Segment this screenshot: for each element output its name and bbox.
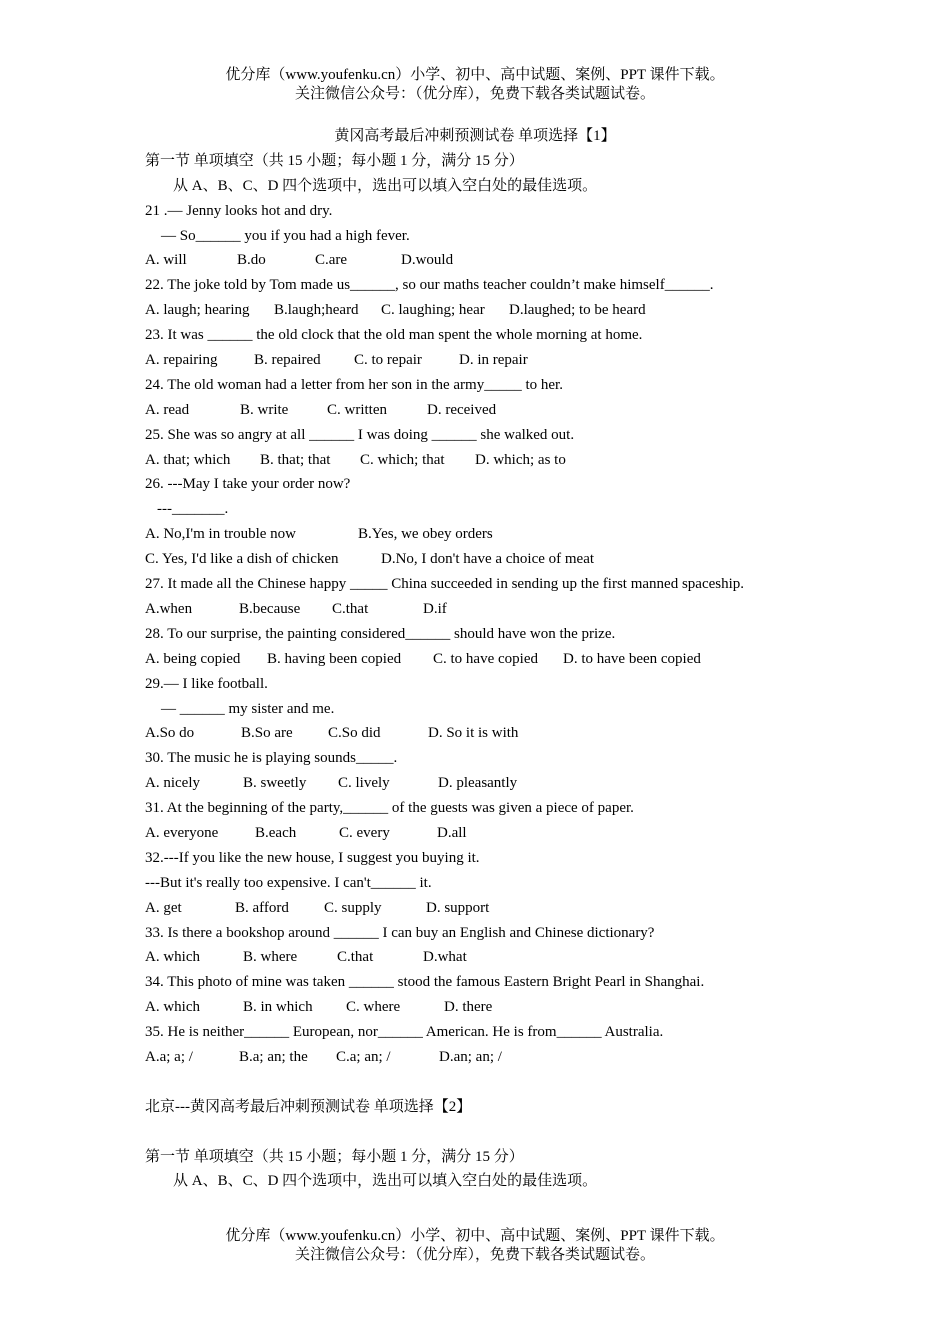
option-a: A. that; which — [145, 451, 231, 468]
option-a: A. No,I'm in trouble now — [145, 526, 297, 543]
page-footer — [0, 1227, 950, 1265]
question-35-stem: 35. He is neither______ European, nor______ American. He is from______ Australia. — [145, 1024, 664, 1041]
option-c: C.So did — [328, 725, 381, 742]
option-a: A.a; a; / — [145, 1048, 193, 1065]
option-b: B. afford — [235, 899, 289, 916]
question-25-options — [145, 448, 805, 473]
option-a: A. repairing — [145, 352, 218, 369]
question-25-stem: 25. She was so angry at all ______ I was doing ______ she walked out. — [145, 426, 575, 443]
option-d: D. pleasantly — [438, 775, 518, 792]
spacer — [145, 1120, 805, 1145]
option-a: A. which — [145, 949, 200, 966]
option-a: A. get — [145, 899, 182, 916]
option-c: C. every — [339, 824, 390, 841]
option-d: D. there — [444, 999, 493, 1016]
question-32-options — [145, 896, 805, 921]
option-b: B. that; that — [260, 451, 331, 468]
option-d: D. which; as to — [475, 451, 566, 468]
option-d: D.all — [437, 824, 467, 841]
option-c: C. to have copied — [433, 650, 538, 667]
question-27-options — [145, 597, 805, 622]
question-29-stem: 29.— I like football. — [145, 675, 268, 692]
option-b: B.each — [255, 824, 297, 841]
option-d: D. So it is with — [428, 725, 519, 742]
question-27-stem: 27. It made all the Chinese happy _____ China succeeded in sending up the first manned spaceship. — [145, 576, 745, 593]
option-a: A.So do — [145, 725, 195, 742]
question-28-stem: 28. To our surprise, the painting considered______ should have won the prize. — [145, 625, 616, 642]
option-a: A. everyone — [145, 824, 219, 841]
option-d: D.No, I don't have a choice of meat — [381, 551, 595, 568]
option-d: D. to have been copied — [563, 650, 701, 667]
option-a: A. being copied — [145, 650, 241, 667]
option-d: D. support — [426, 899, 490, 916]
option-c: C. Yes, I'd like a dish of chicken — [145, 551, 339, 568]
option-c: C. where — [346, 999, 401, 1016]
section-heading-1: 第一节 单项填空（共 15 小题；每小题 1 分，满分 15 分） — [145, 152, 524, 169]
option-c: C.are — [315, 252, 348, 269]
option-c: C. which; that — [360, 451, 445, 468]
option-b: B.a; an; the — [239, 1048, 308, 1065]
question-31-options — [145, 821, 805, 846]
question-24-stem: 24. The old woman had a letter from her son in the army_____ to her. — [145, 376, 563, 393]
option-c: C. supply — [324, 899, 382, 916]
question-33-stem: 33. Is there a bookshop around ______ I can buy an English and Chinese dictionary? — [145, 924, 655, 941]
option-a: A. which — [145, 999, 200, 1016]
option-d: D.would — [401, 252, 454, 269]
question-26-options-ab — [145, 522, 805, 547]
question-29-reply: — ______ my sister and me. — [161, 700, 335, 717]
header-line-2: 关注微信公众号：（优分库），免费下载各类试题试卷。 — [294, 86, 655, 102]
question-32-stem: 32.---If you like the new house, I suggest you buying it. — [145, 849, 480, 866]
question-21-reply: — So______ you if you had a high fever. — [161, 227, 410, 244]
option-d: D.if — [423, 600, 447, 617]
spacer — [145, 1070, 805, 1095]
header-line-1: 优分库（www.youfenku.cn）小学、初中、高中试题、案例、PPT 课件下载。 — [225, 67, 725, 83]
question-32-reply: ---But it's really too expensive. I can't______ it. — [145, 874, 432, 891]
option-a: A. nicely — [145, 775, 200, 792]
question-22-options — [145, 298, 805, 323]
exam-title-1: 黄冈高考最后冲刺预测试卷 单项选择【1】 — [334, 128, 616, 144]
option-c: C.a; an; / — [336, 1048, 391, 1065]
option-b: B.laugh;heard — [274, 302, 359, 319]
option-b: B.Yes, we obey orders — [358, 526, 493, 543]
exam-title-2: 北京---黄冈高考最后冲刺预测试卷 单项选择【2】 — [145, 1098, 472, 1115]
option-a: A. laugh; hearing — [145, 302, 250, 319]
option-c: C. lively — [338, 775, 390, 792]
option-c: C. to repair — [354, 352, 422, 369]
question-34-stem: 34. This photo of mine was taken ______ stood the famous Eastern Bright Pearl in Shanghai. — [145, 974, 705, 991]
option-b: B. sweetly — [243, 775, 307, 792]
question-21-options — [145, 248, 805, 273]
question-26-options-cd — [145, 547, 805, 572]
option-d: D. in repair — [459, 352, 528, 369]
question-31-stem: 31. At the beginning of the party,______ of the guests was given a piece of paper. — [145, 800, 634, 817]
option-b: B.So are — [241, 725, 293, 742]
option-c: C.that — [332, 600, 369, 617]
question-30-stem: 30. The music he is playing sounds_____. — [145, 750, 398, 767]
question-26-stem: 26. ---May I take your order now? — [145, 476, 351, 493]
question-29-options — [145, 721, 805, 746]
option-b: B. where — [243, 949, 298, 966]
section-heading-2: 第一节 单项填空（共 15 小题；每小题 1 分，满分 15 分） — [145, 1148, 524, 1165]
option-b: B.do — [237, 252, 266, 269]
section-instruction-2: 从 A、B、C、D 四个选项中，选出可以填入空白处的最佳选项。 — [173, 1173, 598, 1190]
footer-line-2: 关注微信公众号：（优分库），免费下载各类试题试卷。 — [294, 1247, 655, 1263]
option-c: C. laughing; hear — [381, 302, 485, 319]
option-c: C.that — [337, 949, 374, 966]
option-a: A. read — [145, 401, 190, 418]
option-a: A.when — [145, 600, 193, 617]
option-b: B. in which — [243, 999, 313, 1016]
option-b: B. having been copied — [267, 650, 402, 667]
question-28-options — [145, 647, 805, 672]
question-24-options — [145, 398, 805, 423]
option-d: D.laughed; to be heard — [509, 302, 646, 319]
document-body — [145, 124, 805, 1194]
question-22-stem: 22. The joke told by Tom made us______, so our maths teacher couldn’t make himself______. — [145, 277, 714, 294]
section-instruction-1: 从 A、B、C、D 四个选项中，选出可以填入空白处的最佳选项。 — [173, 177, 598, 194]
footer-line-1: 优分库（www.youfenku.cn）小学、初中、高中试题、案例、PPT 课件下载。 — [225, 1228, 725, 1244]
question-33-options — [145, 945, 805, 970]
option-d: D. received — [427, 401, 497, 418]
page-header — [0, 66, 950, 104]
option-b: B.because — [239, 600, 301, 617]
question-21-stem: 21 .— Jenny looks hot and dry. — [145, 202, 333, 219]
option-b: B. write — [240, 401, 289, 418]
question-26-reply: ---_______. — [157, 501, 229, 518]
option-d: D.an; an; / — [439, 1048, 502, 1065]
option-b: B. repaired — [254, 352, 321, 369]
question-23-stem: 23. It was ______ the old clock that the old man spent the whole morning at home. — [145, 327, 643, 344]
question-34-options — [145, 995, 805, 1020]
question-23-options — [145, 348, 805, 373]
question-35-options — [145, 1045, 805, 1070]
option-c: C. written — [327, 401, 387, 418]
option-d: D.what — [423, 949, 467, 966]
question-30-options — [145, 771, 805, 796]
option-a: A. will — [145, 252, 187, 269]
